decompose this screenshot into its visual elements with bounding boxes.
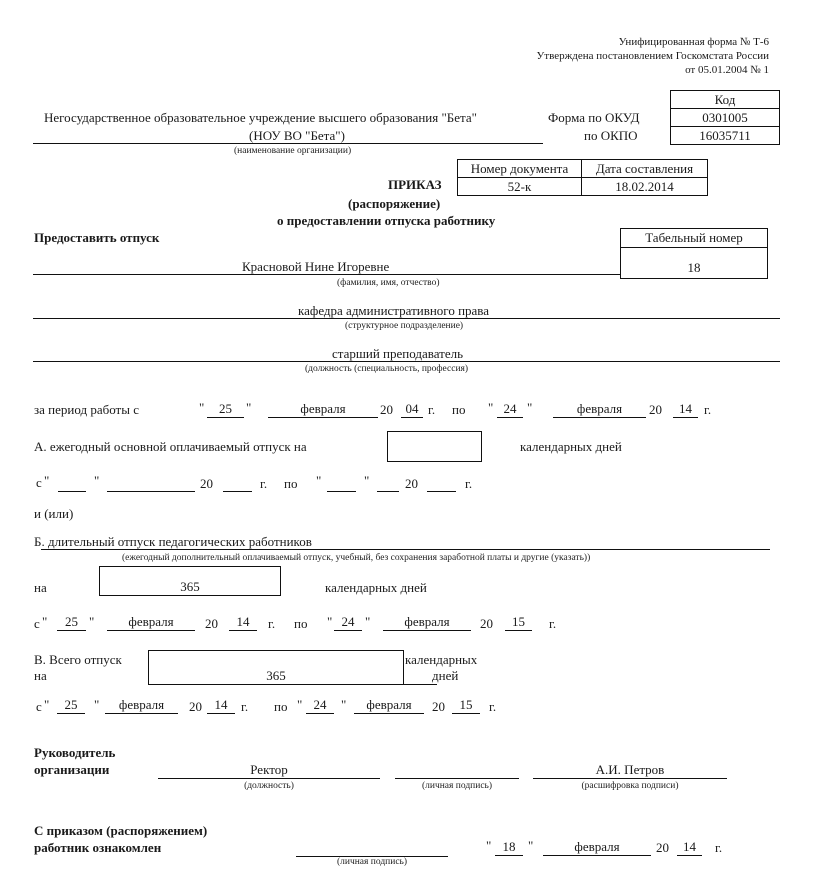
on-label: на [34,580,47,595]
section-v-to-day[interactable]: 24 [306,697,334,714]
work-to-year[interactable]: 14 [673,401,698,418]
from-label: с [36,699,42,714]
doc-date-header: Дата составления [582,160,708,178]
org-name-line1[interactable]: Негосударственное образовательное учреждение высшего образования "Бета" [44,110,477,125]
year-suffix: г. [489,699,497,714]
section-b-label: Б. длительный отпуск педагогических работников [34,534,312,549]
doc-title: ПРИКАЗ [388,177,442,192]
okud-label: Форма по ОКУД [548,110,640,125]
section-a-from-month[interactable] [107,475,195,492]
year-suffix: г. [241,699,249,714]
work-from-month[interactable]: февраля [268,401,378,418]
okud-code[interactable]: 0301005 [671,109,780,127]
employee-name-caption: (фамилия, имя, отчество) [337,278,440,288]
to-label: по [274,699,288,714]
section-v-from-day[interactable]: 25 [57,697,85,714]
org-name-line2[interactable]: (НОУ ВО "Бета") [249,128,345,143]
codes-table [670,90,780,145]
form-info [537,35,769,77]
section-v-days-underline [404,684,437,685]
doc-subtitle: (распоряжение) [348,196,441,211]
section-a-from-year[interactable] [223,475,252,492]
year-prefix: 20 [380,402,393,417]
section-v-to-month[interactable]: февраля [354,697,424,714]
tab-number-table [620,228,768,279]
section-v-label-line1: В. Всего отпуск [34,652,122,667]
quote-open: " [316,473,322,488]
ack-month[interactable]: февраля [543,839,651,856]
quote-close: " [364,473,370,488]
year-prefix: 20 [480,616,493,631]
grant-label: Предоставить отпуск [34,230,160,245]
year-prefix: 20 [405,476,418,491]
section-b-days-label: календарных дней [325,580,427,595]
quote-close: " [341,697,347,712]
section-b-from-day[interactable]: 25 [57,614,86,631]
org-name-underline [33,143,543,144]
year-suffix: г. [428,402,436,417]
doc-number-table [457,159,708,196]
work-from-day[interactable]: 25 [207,401,244,418]
section-b-underline [41,549,770,550]
okpo-code[interactable]: 16035711 [671,127,780,145]
quote-close: " [94,697,100,712]
section-v-from-year[interactable]: 14 [207,697,235,714]
ack-year[interactable]: 14 [677,839,702,856]
work-to-day[interactable]: 24 [497,401,523,418]
section-v-from-month[interactable]: февраля [105,697,178,714]
quote-open: " [42,614,48,629]
quote-open: " [488,400,494,415]
quote-open: " [199,400,205,415]
head-decoding-caption: (расшифровка подписи) [581,781,679,791]
tab-number-header: Табельный номер [621,229,768,248]
quote-close: " [246,400,252,415]
quote-open: " [44,697,50,712]
section-v-days-label-line1: календарных [405,652,478,667]
ack-signature[interactable] [296,840,448,857]
section-a-from-day[interactable] [58,475,86,492]
head-position[interactable]: Ректор [158,762,380,779]
section-v-days-label-line2: дней [432,668,459,683]
quote-open: " [44,473,50,488]
section-a-days[interactable] [387,431,482,462]
year-prefix: 20 [189,699,202,714]
to-label: по [452,402,466,417]
year-prefix: 20 [205,616,218,631]
quote-close: " [365,614,371,629]
section-b-to-year[interactable]: 15 [505,614,532,631]
year-suffix: г. [268,616,276,631]
tab-number[interactable]: 18 [621,248,768,279]
year-prefix: 20 [200,476,213,491]
year-suffix: г. [465,476,473,491]
to-label: по [284,476,298,491]
org-name-caption: (наименование организации) [234,146,352,156]
department-underline [33,318,780,319]
doc-number[interactable]: 52-к [458,178,582,196]
employee-name-underline [33,274,621,275]
ack-day[interactable]: 18 [495,839,523,856]
head-decoding[interactable]: А.И. Петров [533,762,727,779]
section-b-from-year[interactable]: 14 [229,614,257,631]
section-a-to-year[interactable] [427,475,456,492]
position[interactable]: старший преподаватель [332,346,464,361]
section-v-to-year[interactable]: 15 [452,697,480,714]
head-signature[interactable] [395,762,519,779]
doc-number-header: Номер документа [458,160,582,178]
year-prefix: 20 [656,840,669,855]
section-b-caption: (ежегодный дополнительный оплачиваемый отпуск, учебный, без сохранения заработной платы и другие (указать)) [122,553,591,563]
quote-close: " [94,473,100,488]
year-prefix: 20 [432,699,445,714]
work-to-month[interactable]: февраля [553,401,646,418]
year-suffix: г. [715,840,723,855]
year-suffix: г. [549,616,557,631]
ack-signature-caption: (личная подпись) [336,857,408,867]
year-suffix: г. [260,476,268,491]
section-a-to-day[interactable] [327,475,356,492]
head-position-caption: (должность) [244,781,294,791]
head-label-line1: Руководитель [34,745,116,760]
employee-name[interactable]: Красновой Нине Игоревне [242,259,390,274]
ack-label-line2: работник ознакомлен [34,840,162,855]
from-label: с [36,475,42,490]
quote-close: " [89,614,95,629]
quote-open: " [486,838,492,853]
head-label-line2: организации [34,762,110,777]
section-a-label: А. ежегодный основной оплачиваемый отпуск на [34,439,307,454]
quote-open: " [297,697,303,712]
department-caption: (структурное подразделение) [345,321,464,331]
doc-subject: о предоставлении отпуска работнику [277,213,496,228]
codes-header: Код [671,91,780,109]
doc-date[interactable]: 18.02.2014 [582,178,708,196]
work-from-year[interactable]: 04 [401,401,423,418]
section-v-days[interactable]: 365 [148,650,404,685]
quote-open: " [327,614,333,629]
form-line-1: Унифицированная форма № Т-6 [618,36,769,48]
section-v-label-line2: на [34,668,47,683]
section-b-days[interactable]: 365 [99,566,281,596]
quote-close: " [528,838,534,853]
ack-label-line1: С приказом (распоряжением) [34,823,208,838]
section-b-from-month[interactable]: февраля [107,614,195,631]
section-a-to-month[interactable] [377,475,399,492]
year-suffix: г. [704,402,712,417]
quote-close: " [527,400,533,415]
head-signature-caption: (личная подпись) [421,781,493,791]
to-label: по [294,616,308,631]
section-b-to-day[interactable]: 24 [334,614,362,631]
year-prefix: 20 [649,402,662,417]
section-a-days-label: календарных дней [520,439,622,454]
position-caption: (должность (специальность, профессия) [305,364,469,374]
okpo-label: по ОКПО [584,128,638,143]
and-or-label: и (или) [34,506,74,521]
department[interactable]: кафедра административного права [298,303,490,318]
section-b-to-month[interactable]: февраля [383,614,471,631]
position-underline [33,361,780,362]
form-line-2: Утверждена постановлением Госкомстата России [536,50,769,62]
from-label: с [34,616,40,631]
work-period-label: за период работы с [34,402,139,417]
form-line-3: от 05.01.2004 № 1 [685,64,769,76]
